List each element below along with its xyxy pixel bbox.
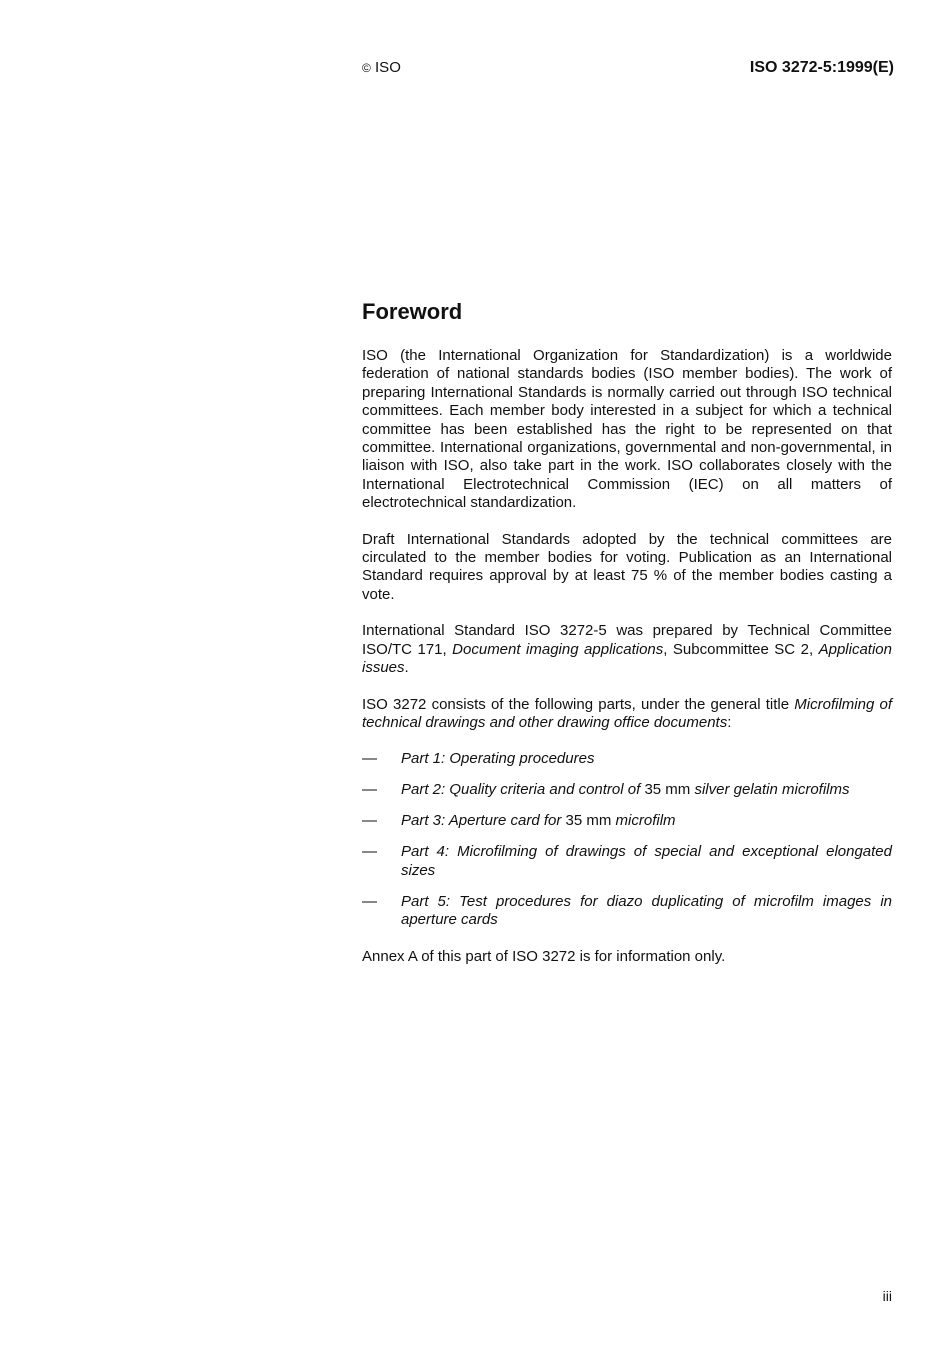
header-copyright (362, 59, 401, 77)
section-title: Foreword (362, 299, 463, 324)
part-title-end: microfilm (611, 812, 676, 830)
copyright-org: ISO (375, 59, 401, 76)
parts-intro-text: ISO 3272 consists of the following parts, under the general title (362, 695, 795, 713)
sentence-end: . (404, 659, 409, 677)
part-size: 35 mm (644, 781, 691, 799)
list-dash: — (362, 750, 377, 768)
parts-list (362, 750, 892, 929)
list-dash: — (362, 781, 377, 799)
paragraph-annex-note: Annex A of this part of ISO 3272 is for information only. (362, 947, 726, 965)
paragraph-prepared-by (362, 622, 892, 677)
list-dash: — (362, 812, 377, 830)
document-id: ISO 3272-5:1999(E) (749, 59, 894, 76)
part-title: Part 5: Test procedures for diazo duplicating of microfilm images in aperture cards (401, 892, 892, 929)
list-item (362, 750, 892, 768)
paragraph-draft-standards: Draft International Standards adopted by the technical committees are circulated to the member bodies for voting. Publication as an International Standard requires approval by at least 75 % of the member bodies casting a vote. (362, 530, 892, 603)
foreword-section (362, 297, 892, 984)
subcommittee-title: Application issues (362, 640, 892, 677)
parts-intro-colon: : (727, 713, 732, 731)
prepared-by-text: International Standard ISO 3272-5 was prepared by Technical Committee ISO/TC 171, (362, 622, 892, 658)
part-title: Part 1: Operating procedures (401, 750, 595, 768)
part-title: Part 4: Microfilming of drawings of special and exceptional elongated sizes (401, 843, 892, 879)
paragraph-parts-intro (362, 696, 892, 733)
paragraph-iso-intro: ISO (the International Organization for Standardization) is a worldwide federation of national standards bodies (ISO member bodies). The work of preparing International Standards is normally carried out through ISO technical committees. Each member body interested in a subject for which a technical committee has been established has the right to be represented on that committee. International organizations, governmental and non-governmental, in liaison with ISO, also take part in the work. ISO collaborates closely with the International Electrotechnical Commission (IEC) on all matters of electrotechnical standardization. (362, 347, 892, 512)
general-title: Microfilming of technical drawings and other drawing office documents (362, 695, 893, 731)
subcommittee-text: , Subcommittee SC 2, (663, 640, 819, 658)
copyright-symbol: © (362, 61, 371, 75)
list-dash: — (362, 892, 377, 910)
list-item (362, 843, 892, 880)
part-title: Part 2: Quality criteria and control of (401, 781, 645, 799)
list-dash: — (362, 843, 377, 861)
page-number: iii (882, 1288, 892, 1304)
part-title-end: silver gelatin microfilms (690, 781, 850, 799)
committee-title: Document imaging applications (452, 640, 664, 658)
part-size: 35 mm (565, 812, 612, 830)
part-title: Part 3: Aperture card for (401, 812, 566, 830)
list-item (362, 893, 892, 930)
list-item (362, 781, 892, 799)
list-item (362, 812, 892, 830)
